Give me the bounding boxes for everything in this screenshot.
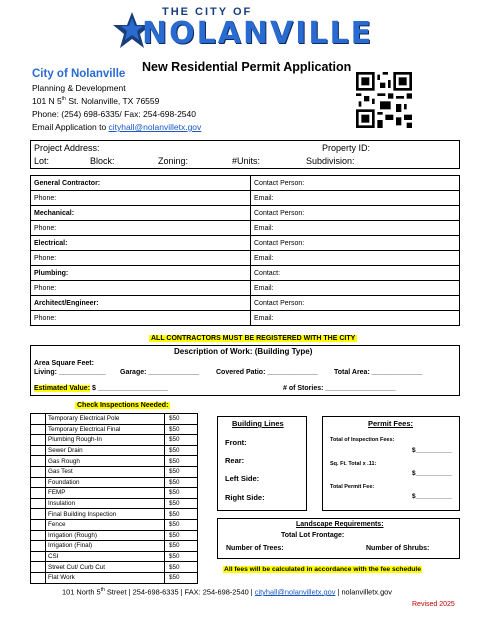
contractor-row — [31, 236, 460, 251]
lot-label: Lot: — [34, 156, 50, 166]
estimated-value-blank: $ __________________ — [90, 385, 168, 392]
contractor-left-cell[interactable]: Phone: — [31, 221, 251, 236]
inspection-row — [31, 551, 198, 562]
living-field[interactable]: Living: ____________ — [34, 369, 106, 376]
description-title: Description of Work: (Building Type) — [174, 347, 313, 356]
inspection-row — [31, 498, 198, 509]
inspection-name: Flat Work — [46, 572, 165, 583]
inspection-price: $50 — [165, 509, 198, 520]
inspection-checkbox[interactable] — [31, 445, 46, 456]
estimated-value-field[interactable] — [34, 385, 168, 392]
inspection-price: $50 — [165, 562, 198, 573]
inspection-row — [31, 572, 198, 583]
contractor-right-cell[interactable]: Contact: — [251, 266, 460, 281]
revised-date: Revised 2025 — [412, 601, 455, 608]
contractor-left-cell[interactable]: Architect/Engineer: — [31, 296, 251, 311]
right-side-label[interactable]: Right Side: — [225, 493, 265, 502]
inspection-fees-label: Total of Inspection Fees: — [330, 437, 395, 443]
rear-label[interactable]: Rear: — [225, 456, 245, 465]
lot-frontage-label[interactable]: Total Lot Frontage: — [281, 532, 345, 539]
inspection-name: Irrigation (Rough) — [46, 530, 165, 541]
registration-notice: ALL CONTRACTORS MUST BE REGISTERED WITH THE CITY — [151, 335, 356, 342]
zoning-label: Zoning: — [158, 156, 189, 166]
contractor-right-cell[interactable]: Email: — [251, 191, 460, 206]
trees-label[interactable]: Number of Trees: — [226, 545, 284, 552]
inspection-checkbox[interactable] — [31, 530, 46, 541]
department: Planning & Development — [32, 83, 126, 93]
contractor-row — [31, 191, 460, 206]
inspection-checkbox[interactable] — [31, 488, 46, 499]
contractor-left-cell[interactable]: Mechanical: — [31, 206, 251, 221]
inspection-row — [31, 414, 198, 425]
inspection-row — [31, 466, 198, 477]
inspections-table — [30, 413, 198, 584]
units-label: #Units: — [232, 156, 261, 166]
inspection-name: Sewer Drain — [46, 445, 165, 456]
inspection-row — [31, 541, 198, 552]
inspection-price: $50 — [165, 551, 198, 562]
left-side-label[interactable]: Left Side: — [225, 474, 260, 483]
city-name: City of Nolanville — [32, 68, 126, 80]
inspection-price: $50 — [165, 424, 198, 435]
inspection-price: $50 — [165, 519, 198, 530]
inspection-row — [31, 456, 198, 467]
building-lines-title: Building Lines — [232, 419, 284, 428]
sqft-label: Sq. Ft. Total x .11: — [330, 461, 377, 467]
footer: 101 North 5th Street | 254-698-6335 | FAX: 254-698-2540 | cityhall@nolanvilletx.gov | nolanvilletx.gov — [62, 587, 392, 597]
contractor-row — [31, 206, 460, 221]
inspection-checkbox[interactable] — [31, 477, 46, 488]
inspection-row — [31, 445, 198, 456]
contractor-right-cell[interactable]: Contact Person: — [251, 296, 460, 311]
footer-website: | nolanvilletx.gov — [335, 587, 392, 597]
qr-code-icon[interactable] — [356, 72, 412, 128]
page-title: New Residential Permit Application — [142, 60, 352, 74]
contractor-right-cell[interactable]: Email: — [251, 221, 460, 236]
inspection-row — [31, 477, 198, 488]
sqft-blank[interactable]: $__________ — [412, 470, 452, 477]
inspection-checkbox[interactable] — [31, 541, 46, 552]
address: 101 N 5th St. Nolanville, TX 76559 — [32, 96, 160, 106]
contractor-row — [31, 251, 460, 266]
contractors-table — [30, 175, 460, 326]
covered-patio-field[interactable]: Covered Patio: _____________ — [216, 369, 318, 376]
inspection-price: $50 — [165, 466, 198, 477]
contractor-left-cell[interactable]: Phone: — [31, 251, 251, 266]
inspection-price: $50 — [165, 477, 198, 488]
contractor-left-cell[interactable]: Phone: — [31, 191, 251, 206]
inspection-row — [31, 509, 198, 520]
logo-name: NOLANVILLE — [142, 16, 374, 51]
inspection-checkbox[interactable] — [31, 572, 46, 583]
inspection-row — [31, 519, 198, 530]
inspection-name: Insulation — [46, 498, 165, 509]
contractor-right-cell[interactable]: Email: — [251, 251, 460, 266]
inspection-checkbox[interactable] — [31, 562, 46, 573]
inspection-name: Foundation — [46, 477, 165, 488]
inspection-price: $50 — [165, 456, 198, 467]
inspection-checkbox[interactable] — [31, 456, 46, 467]
inspection-price: $50 — [165, 414, 198, 425]
inspection-checkbox[interactable] — [31, 424, 46, 435]
inspection-name: Fence — [46, 519, 165, 530]
inspection-checkbox[interactable] — [31, 435, 46, 446]
inspection-checkbox[interactable] — [31, 519, 46, 530]
inspection-checkbox[interactable] — [31, 414, 46, 425]
contractor-right-cell[interactable]: Contact Person: — [251, 206, 460, 221]
contractor-right-cell[interactable]: Contact Person: — [251, 176, 460, 191]
footer-email-link[interactable]: cityhall@nolanvilletx.gov — [254, 587, 336, 597]
subdivision-label: Subdivision: — [306, 156, 355, 166]
inspection-row — [31, 488, 198, 499]
contractor-left-cell[interactable]: General Contractor: — [31, 176, 251, 191]
property-id-label: Property ID: — [322, 143, 371, 153]
contractor-right-cell[interactable]: Contact Person: — [251, 236, 460, 251]
block-label: Block: — [90, 156, 115, 166]
inspection-checkbox[interactable] — [31, 466, 46, 477]
inspection-row — [31, 530, 198, 541]
inspection-name: Street Cut/ Curb Cut — [46, 562, 165, 573]
inspection-name: Final Building Inspection — [46, 509, 165, 520]
inspection-price: $50 — [165, 488, 198, 499]
contractor-left-cell[interactable]: Electrical: — [31, 236, 251, 251]
garage-field[interactable]: Garage: _____________ — [120, 369, 200, 376]
inspection-fees-blank[interactable]: $__________ — [412, 447, 452, 454]
contractor-row — [31, 281, 460, 296]
inspection-checkbox[interactable] — [31, 498, 46, 509]
contractor-left-cell[interactable]: Phone: — [31, 281, 251, 296]
inspection-price: $50 — [165, 541, 198, 552]
inspection-checkbox[interactable] — [31, 509, 46, 520]
email-line — [32, 122, 201, 132]
project-address-label: Project Address: — [34, 143, 100, 153]
email-link[interactable]: cityhall@nolanvilletx.gov — [108, 122, 202, 132]
front-label[interactable]: Front: — [225, 438, 247, 447]
shrubs-label[interactable]: Number of Shrubs: — [366, 545, 430, 552]
contractor-row — [31, 221, 460, 236]
contractor-row — [31, 311, 460, 326]
estimated-value-label: Estimated Value: — [34, 385, 91, 392]
contractor-left-cell[interactable]: Phone: — [31, 311, 251, 326]
inspection-price: $50 — [165, 498, 198, 509]
contractor-right-cell[interactable]: Email: — [251, 281, 460, 296]
total-fee-blank[interactable]: $__________ — [412, 493, 452, 500]
city-logo — [112, 6, 374, 52]
inspection-row — [31, 424, 198, 435]
area-label: Area Square Feet: — [34, 360, 94, 367]
contractor-row — [31, 266, 460, 281]
total-area-field[interactable]: Total Area: _____________ — [334, 369, 423, 376]
inspection-name: Temporary Electrical Final — [46, 424, 165, 435]
inspection-price: $50 — [165, 435, 198, 446]
contractor-row — [31, 296, 460, 311]
inspection-name: Gas Test — [46, 466, 165, 477]
inspection-name: Plumbing Rough-In — [46, 435, 165, 446]
contractor-left-cell[interactable]: Plumbing: — [31, 266, 251, 281]
contractor-right-cell[interactable]: Email: — [251, 311, 460, 326]
inspection-name: Gas Rough — [46, 456, 165, 467]
inspection-row — [31, 435, 198, 446]
inspection-price: $50 — [165, 445, 198, 456]
inspection-price: $50 — [165, 530, 198, 541]
contractor-row — [31, 176, 460, 191]
phone-fax: Phone: (254) 698-6335/ Fax: 254-698-2540 — [32, 109, 196, 119]
fee-notice: All fees will be calculated in accordance with the fee schedule — [224, 566, 421, 573]
inspection-name: CSI — [46, 551, 165, 562]
landscape-title: Landscape Requirements: — [296, 521, 384, 528]
inspections-title: Check Inspections Needed: — [77, 402, 169, 409]
inspection-price: $50 — [165, 572, 198, 583]
inspection-name: Irrigation (Final) — [46, 541, 165, 552]
inspection-checkbox[interactable] — [31, 551, 46, 562]
inspection-name: Temporary Electrical Pole — [46, 414, 165, 425]
logo-top-text: THE CITY OF — [162, 6, 253, 18]
inspection-name: FEMP — [46, 488, 165, 499]
inspection-row — [31, 562, 198, 573]
stories-field[interactable]: # of Stories: __________________ — [283, 385, 396, 392]
permit-fees-title: Permit Fees: — [368, 419, 414, 428]
email-prefix: Email Application to — [32, 122, 109, 132]
total-fee-label: Total Permit Fee: — [330, 484, 375, 490]
